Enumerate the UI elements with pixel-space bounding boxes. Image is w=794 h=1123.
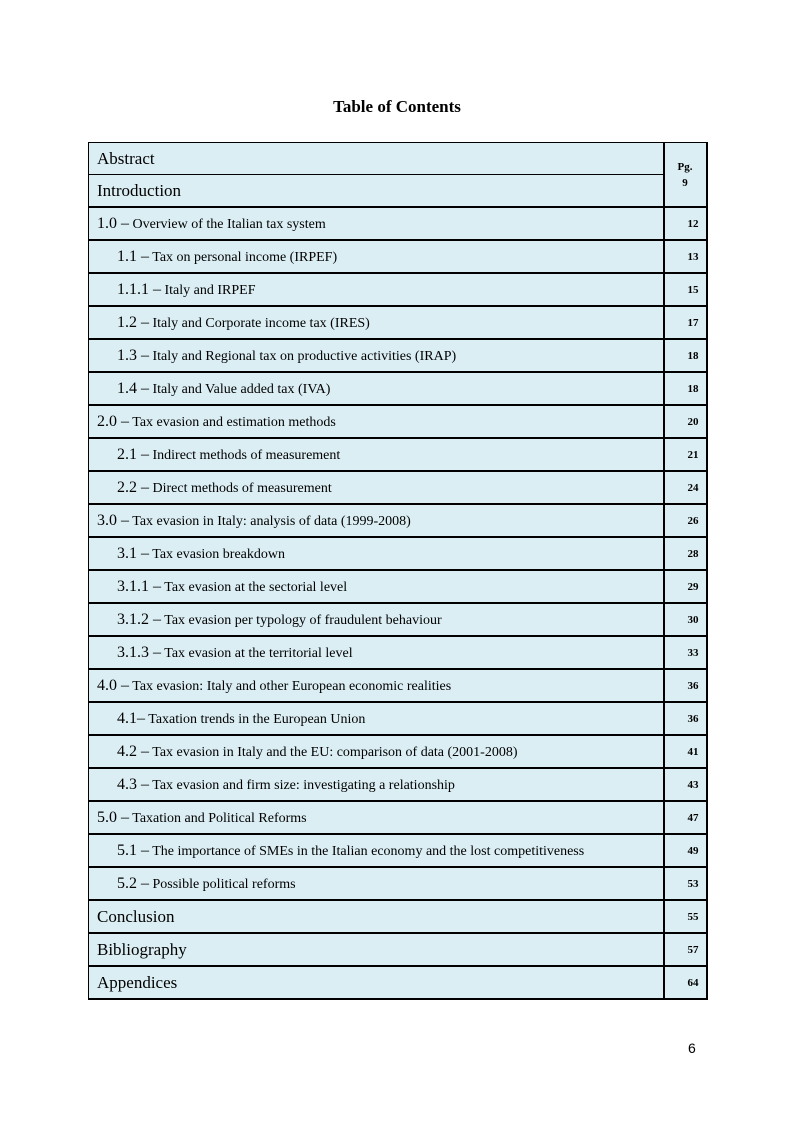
- toc-entry: [89, 735, 664, 768]
- section-number: 3.1 –: [117, 544, 149, 562]
- section-title: Tax evasion in Italy: analysis of data (1999-2008): [129, 513, 411, 529]
- toc-row: [89, 570, 707, 603]
- page-ref: 57: [664, 933, 707, 966]
- page-ref: 53: [664, 867, 707, 900]
- toc-entry: [89, 669, 664, 702]
- toc-entry: [89, 900, 664, 933]
- toc-entry-title: [89, 578, 663, 596]
- toc-entry: [89, 768, 664, 801]
- section-number: 3.1.2 –: [117, 610, 161, 628]
- section-title: Tax on personal income (IRPEF): [149, 249, 338, 265]
- page-ref: 43: [664, 768, 707, 801]
- toc-row: [89, 143, 707, 175]
- toc-row: [89, 636, 707, 669]
- toc-entry-title: [89, 907, 663, 927]
- toc-row: [89, 867, 707, 900]
- toc-entry: [89, 405, 664, 438]
- toc-entry-title: [89, 940, 663, 960]
- section-title: Taxation and Political Reforms: [129, 810, 307, 826]
- toc-page-cell: [664, 143, 707, 208]
- toc-entry-title: [89, 281, 663, 299]
- toc-row: [89, 702, 707, 735]
- page-number: 6: [688, 1040, 696, 1056]
- section-title: Italy and Value added tax (IVA): [149, 381, 331, 397]
- page-ref: 41: [664, 735, 707, 768]
- section-number: 3.1.1 –: [117, 577, 161, 595]
- toc-row: [89, 801, 707, 834]
- section-number: 5.0 –: [97, 808, 129, 826]
- toc-entry-title: [89, 413, 663, 431]
- page-ref: 13: [664, 240, 707, 273]
- section-title: Taxation trends in the European Union: [145, 711, 366, 727]
- page-ref: 36: [664, 702, 707, 735]
- section-number: 1.3 –: [117, 346, 149, 364]
- section-title: Tax evasion at the sectorial level: [161, 579, 348, 595]
- section-number: 2.0 –: [97, 412, 129, 430]
- section-number: 1.1.1 –: [117, 280, 161, 298]
- page-ref: 12: [664, 207, 707, 240]
- toc-entry: [89, 801, 664, 834]
- toc-row: [89, 735, 707, 768]
- section-number: 2.1 –: [117, 445, 149, 463]
- section-number: 5.2 –: [117, 874, 149, 892]
- page-ref: 24: [664, 471, 707, 504]
- toc-entry: [89, 966, 664, 999]
- toc-entry: [89, 570, 664, 603]
- section-number: 4.3 –: [117, 775, 149, 793]
- toc-row: [89, 306, 707, 339]
- toc-entry-title: [89, 875, 663, 893]
- section-number: 1.0 –: [97, 214, 129, 232]
- toc-row: [89, 175, 707, 208]
- section-title: Italy and IRPEF: [161, 282, 256, 298]
- section-number: 2.2 –: [117, 478, 149, 496]
- section-number: 3.1.3 –: [117, 643, 161, 661]
- toc-row: [89, 603, 707, 636]
- toc-entry-title: [89, 710, 663, 728]
- toc-entry: [89, 702, 664, 735]
- toc-entry-title: [89, 215, 663, 233]
- toc-row: [89, 537, 707, 570]
- toc-entry: [89, 504, 664, 537]
- section-title: Tax evasion breakdown: [149, 546, 286, 562]
- pg-label: Pg.: [677, 160, 693, 173]
- toc-row: [89, 669, 707, 702]
- section-number: 4.2 –: [117, 742, 149, 760]
- section-title: Introduction: [97, 180, 182, 200]
- toc-row: [89, 966, 707, 999]
- toc-row: [89, 207, 707, 240]
- toc-entry: [89, 207, 664, 240]
- section-title: Italy and Regional tax on productive activities (IRAP): [149, 348, 457, 364]
- section-title: Tax evasion: Italy and other European economic realities: [129, 678, 452, 694]
- toc-entry: [89, 471, 664, 504]
- section-number: 5.1 –: [117, 841, 149, 859]
- toc-body: [89, 143, 707, 1000]
- toc-entry-title: [89, 446, 663, 464]
- page-ref: 9: [682, 176, 688, 189]
- toc-entry: [89, 438, 664, 471]
- page-ref: 17: [664, 306, 707, 339]
- page-ref: 20: [664, 405, 707, 438]
- toc-entry-title: [89, 743, 663, 761]
- section-number: 1.2 –: [117, 313, 149, 331]
- section-title: Tax evasion and estimation methods: [129, 414, 336, 430]
- page-ref: 36: [664, 669, 707, 702]
- toc-entry: [89, 273, 664, 306]
- toc-table: [88, 142, 708, 1000]
- toc-entry-title: [89, 380, 663, 398]
- page-ref: 18: [664, 372, 707, 405]
- toc-row: [89, 405, 707, 438]
- page-ref: 15: [664, 273, 707, 306]
- section-title: Abstract: [97, 148, 155, 168]
- section-title: Indirect methods of measurement: [149, 447, 341, 463]
- page-ref: 18: [664, 339, 707, 372]
- toc-entry: [89, 143, 664, 175]
- toc-row: [89, 438, 707, 471]
- section-title: Tax evasion per typology of fraudulent behaviour: [161, 612, 442, 628]
- toc-entry: [89, 537, 664, 570]
- toc-row: [89, 273, 707, 306]
- toc-entry-title: [89, 973, 663, 993]
- page-ref: 21: [664, 438, 707, 471]
- toc-entry-title: [89, 809, 663, 827]
- toc-entry-title: [89, 181, 663, 201]
- toc-entry: [89, 240, 664, 273]
- toc-entry-title: [89, 611, 663, 629]
- section-title: Tax evasion in Italy and the EU: comparison of data (2001-2008): [149, 744, 518, 760]
- section-number: 4.1–: [117, 709, 145, 727]
- section-title: The importance of SMEs in the Italian economy and the lost competitiveness: [149, 843, 585, 859]
- toc-entry: [89, 306, 664, 339]
- toc-entry-title: [89, 149, 663, 169]
- page-ref: 29: [664, 570, 707, 603]
- toc-entry-title: [89, 776, 663, 794]
- section-title: Appendices: [97, 972, 178, 992]
- section-title: Overview of the Italian tax system: [129, 216, 326, 232]
- page-ref: 64: [664, 966, 707, 999]
- toc-row: [89, 240, 707, 273]
- section-number: 1.1 –: [117, 247, 149, 265]
- section-title: Possible political reforms: [149, 876, 296, 892]
- toc-entry: [89, 933, 664, 966]
- toc-entry-title: [89, 545, 663, 563]
- toc-entry-title: [89, 347, 663, 365]
- toc-row: [89, 768, 707, 801]
- page-title: Table of Contents: [333, 97, 461, 116]
- toc-row: [89, 834, 707, 867]
- toc-row: [89, 372, 707, 405]
- section-title: Tax evasion at the territorial level: [161, 645, 353, 661]
- toc-row: [89, 933, 707, 966]
- toc-entry: [89, 339, 664, 372]
- toc-row: [89, 504, 707, 537]
- section-title: Italy and Corporate income tax (IRES): [149, 315, 370, 331]
- section-number: 3.0 –: [97, 511, 129, 529]
- page-ref: 49: [664, 834, 707, 867]
- toc-entry: [89, 834, 664, 867]
- section-title: Bibliography: [97, 939, 187, 959]
- section-title: Conclusion: [97, 906, 175, 926]
- toc-entry-title: [89, 248, 663, 266]
- toc-entry: [89, 372, 664, 405]
- page-ref: 30: [664, 603, 707, 636]
- toc-entry: [89, 603, 664, 636]
- toc-entry-title: [89, 644, 663, 662]
- toc-entry: [89, 175, 664, 208]
- page-ref: 28: [664, 537, 707, 570]
- toc-entry-title: [89, 512, 663, 530]
- toc-entry-title: [89, 479, 663, 497]
- toc-entry-title: [89, 314, 663, 332]
- toc-row: [89, 900, 707, 933]
- toc-entry-title: [89, 842, 663, 860]
- page-ref: 55: [664, 900, 707, 933]
- page-ref: 33: [664, 636, 707, 669]
- section-title: Tax evasion and firm size: investigating a relationship: [149, 777, 455, 793]
- section-number: 1.4 –: [117, 379, 149, 397]
- page-ref: 26: [664, 504, 707, 537]
- toc-entry-title: [89, 677, 663, 695]
- toc-entry: [89, 636, 664, 669]
- section-number: 4.0 –: [97, 676, 129, 694]
- toc-row: [89, 339, 707, 372]
- toc-entry: [89, 867, 664, 900]
- page-ref: 47: [664, 801, 707, 834]
- section-title: Direct methods of measurement: [149, 480, 332, 496]
- toc-row: [89, 471, 707, 504]
